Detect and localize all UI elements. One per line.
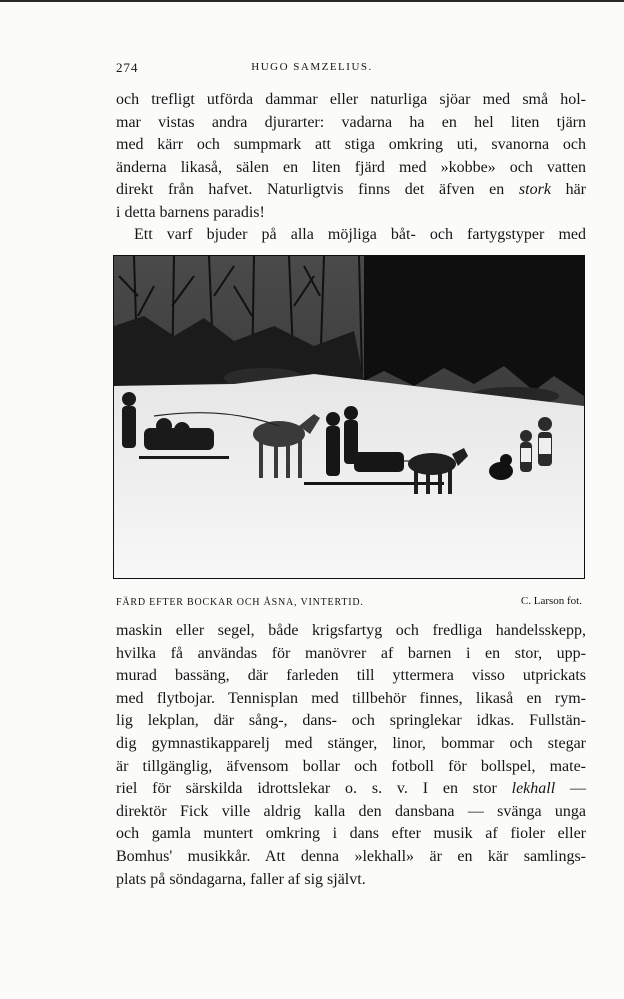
text-line: är tillgänglig, äfvensom bollar och fotboll för bollspel, mate- (116, 757, 586, 775)
running-title: HUGO SAMZELIUS. (251, 61, 373, 73)
text-line: plats på söndagarna, faller af sig självt. (116, 870, 366, 888)
paragraph-1 (116, 89, 586, 247)
text-line: lig lekplan, där sång-, dans- och springlekar idkas. Fullstän- (116, 712, 586, 730)
text-segment: här (565, 181, 587, 198)
page-number: 274 (116, 60, 139, 75)
text-line: direktör Fick ville aldrig kalla den dansbana — svänga unga (116, 802, 586, 820)
text-line-with-italic (116, 778, 586, 801)
text-segment: riel för särskilda idrottslekar o. s. v. I en stor (116, 780, 497, 798)
text-line: och gamla muntert omkring i dans efter musik af fioler eller (116, 825, 586, 843)
text-line: maskin eller segel, både krigsfartyg och fredliga handelsskepp, (116, 622, 586, 639)
top-rule (0, 0, 624, 2)
text-line: med kärr och sumpmark att stiga omkring uti, svanorna och (116, 136, 586, 153)
text-line: med flytbojar. Tennisplan med tillbehör finnes, likaså en rym- (116, 689, 586, 707)
photograph-winter-sleigh-ride (113, 255, 585, 579)
paragraph-2 (116, 620, 586, 891)
text-segment: direkt från hafvet. Naturligtvis finns det äfven en (116, 181, 505, 198)
em-dash: — (570, 780, 586, 798)
photo-credit: C. Larson fot. (520, 595, 582, 607)
text-line: hvilka få användas för manövrer af barnen i en stor, upp- (116, 644, 586, 662)
text-line: murad bassäng, där farleden till yttermera visso utprickats (116, 667, 586, 685)
figure-caption: FÄRD EFTER BOCKAR OCH ÅSNA, VINTERTID. (116, 597, 364, 608)
photo-illustration (114, 256, 584, 578)
text-line: Bomhus' musikkår. Att denna »lekhall» är en kär samlings- (116, 847, 586, 865)
text-line-with-italic (116, 179, 586, 202)
text-line: och trefligt utförda dammar eller naturliga sjöar med små hol- (116, 91, 586, 108)
text-line: mar vistas andra djurarter: vadarna ha en hel liten tjärn (116, 113, 586, 131)
text-line: Ett varf bjuder på alla möjliga båt- och fartygstyper med (134, 226, 586, 243)
text-line: dig gymnastikapparelj med stänger, linor, bommar och stegar (116, 734, 586, 752)
text-line: änderna likaså, sälen en liten fjärd med »kobbe» och vatten (116, 158, 586, 176)
italic-word-stork: stork (518, 181, 551, 198)
italic-word-lekhall: lekhall (511, 780, 556, 798)
text-line: i detta barnens paradis! (116, 203, 265, 221)
